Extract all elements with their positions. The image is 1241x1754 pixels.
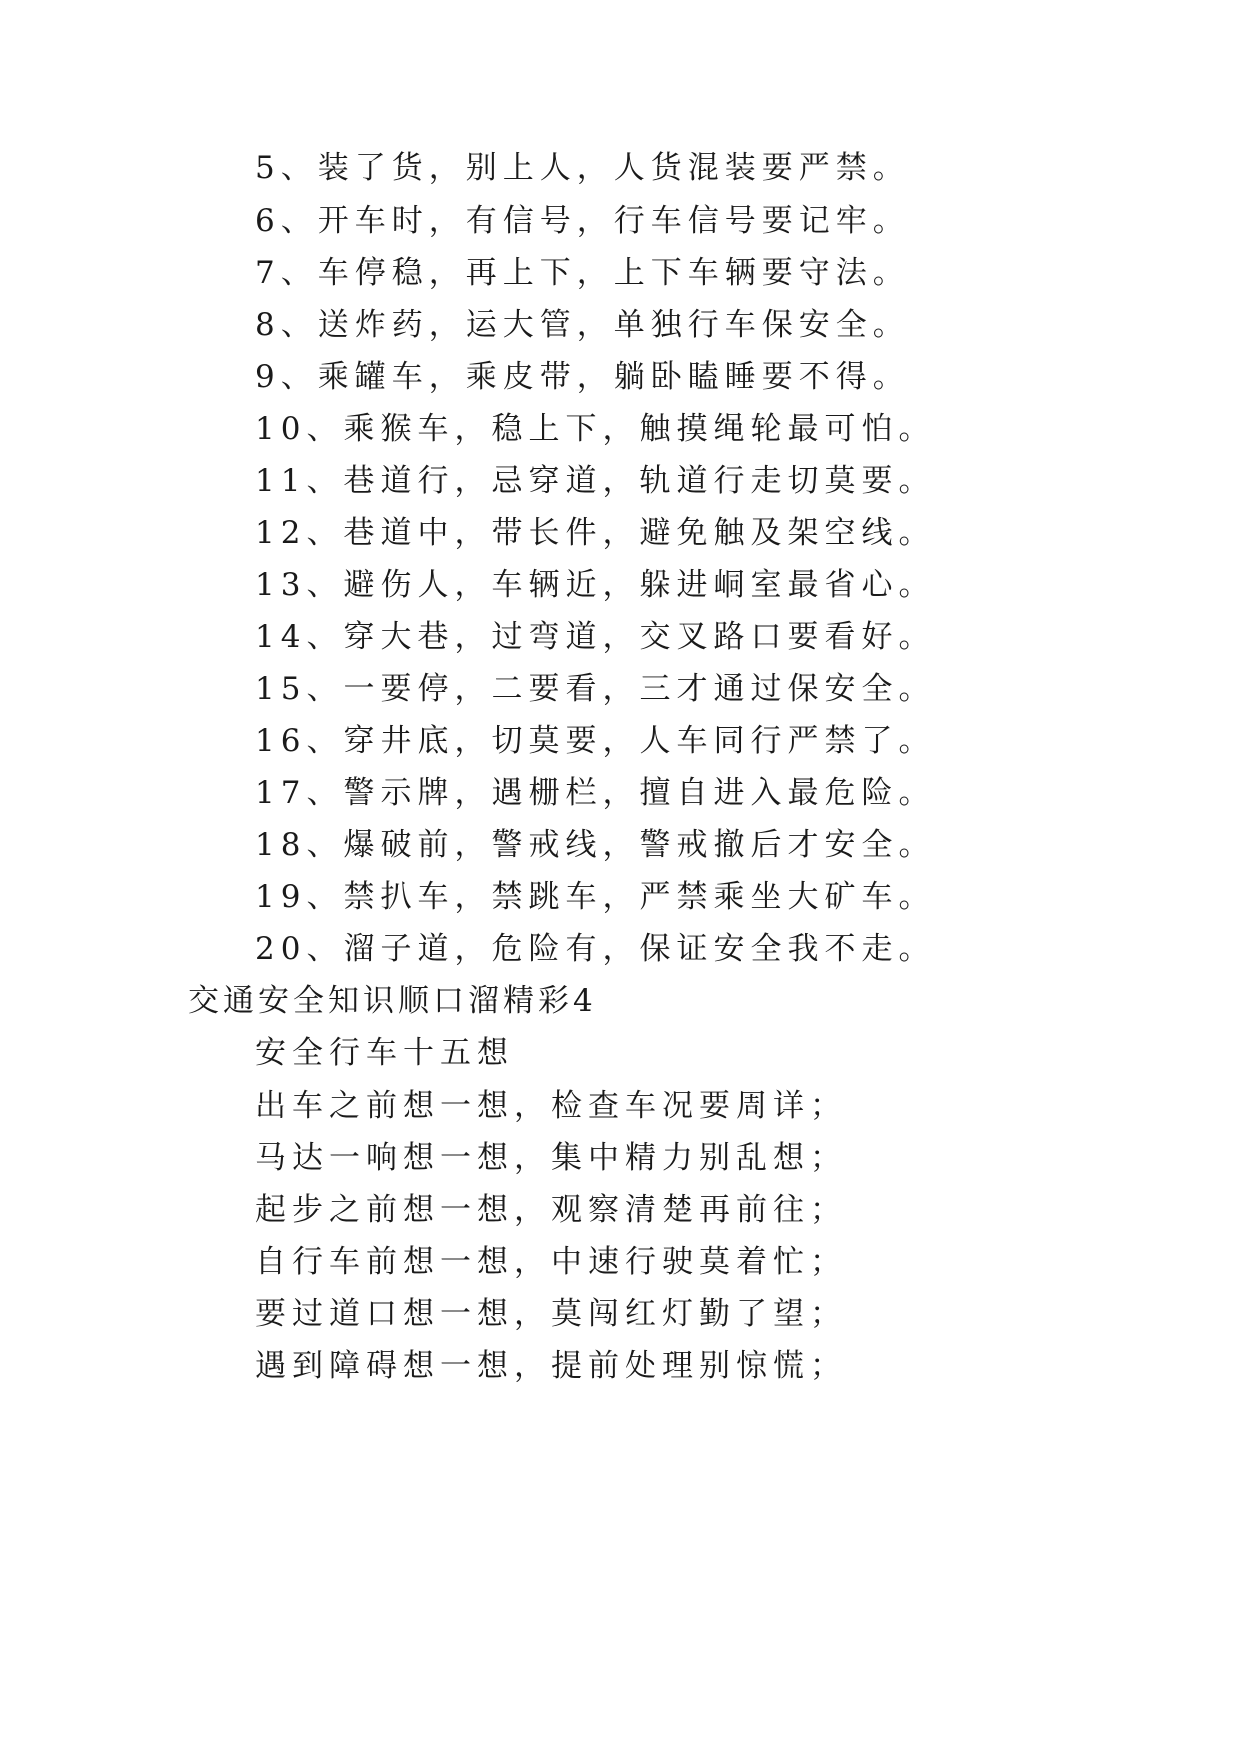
poem-title: 安全行车十五想 [255, 1035, 514, 1071]
rule-line: 11、巷道行，忌穿道，轨道行走切莫要。 [255, 463, 936, 499]
section-heading: 交通安全知识顺口溜精彩4 [188, 983, 597, 1019]
rule-line: 19、禁扒车，禁跳车，严禁乘坐大矿车。 [255, 879, 936, 915]
rule-line: 18、爆破前，警戒线，警戒撤后才安全。 [255, 827, 936, 863]
rule-line: 15、一要停，二要看，三才通过保安全。 [255, 671, 936, 707]
poem-line: 遇到障碍想一想，提前处理别惊慌； [255, 1348, 847, 1384]
rule-line: 20、溜子道，危险有，保证安全我不走。 [255, 931, 936, 967]
rule-line: 14、穿大巷，过弯道，交叉路口要看好。 [255, 619, 936, 655]
rule-line: 9、乘罐车，乘皮带，躺卧瞌睡要不得。 [255, 359, 910, 395]
rule-line: 12、巷道中，带长件，避免触及架空线。 [255, 515, 936, 551]
poem-line: 出车之前想一想，检查车况要周详； [255, 1088, 847, 1124]
rule-line: 13、避伤人，车辆近，躲进峒室最省心。 [255, 567, 936, 603]
rule-line: 16、穿井底，切莫要，人车同行严禁了。 [255, 723, 936, 759]
poem-line: 马达一响想一想，集中精力别乱想； [255, 1140, 847, 1176]
rule-line: 17、警示牌，遇栅栏，擅自进入最危险。 [255, 775, 936, 811]
poem-line: 要过道口想一想，莫闯红灯勤了望； [255, 1296, 847, 1332]
rule-line: 8、送炸药，运大管，单独行车保安全。 [255, 307, 910, 343]
rule-line: 5、装了货，别上人，人货混装要严禁。 [255, 150, 910, 186]
poem-line: 自行车前想一想，中速行驶莫着忙； [255, 1244, 847, 1280]
rule-line: 10、乘猴车，稳上下，触摸绳轮最可怕。 [255, 411, 936, 447]
rule-line: 7、车停稳，再上下，上下车辆要守法。 [255, 255, 910, 291]
poem-line: 起步之前想一想，观察清楚再前往； [255, 1192, 847, 1228]
rule-line: 6、开车时，有信号，行车信号要记牢。 [255, 203, 910, 239]
